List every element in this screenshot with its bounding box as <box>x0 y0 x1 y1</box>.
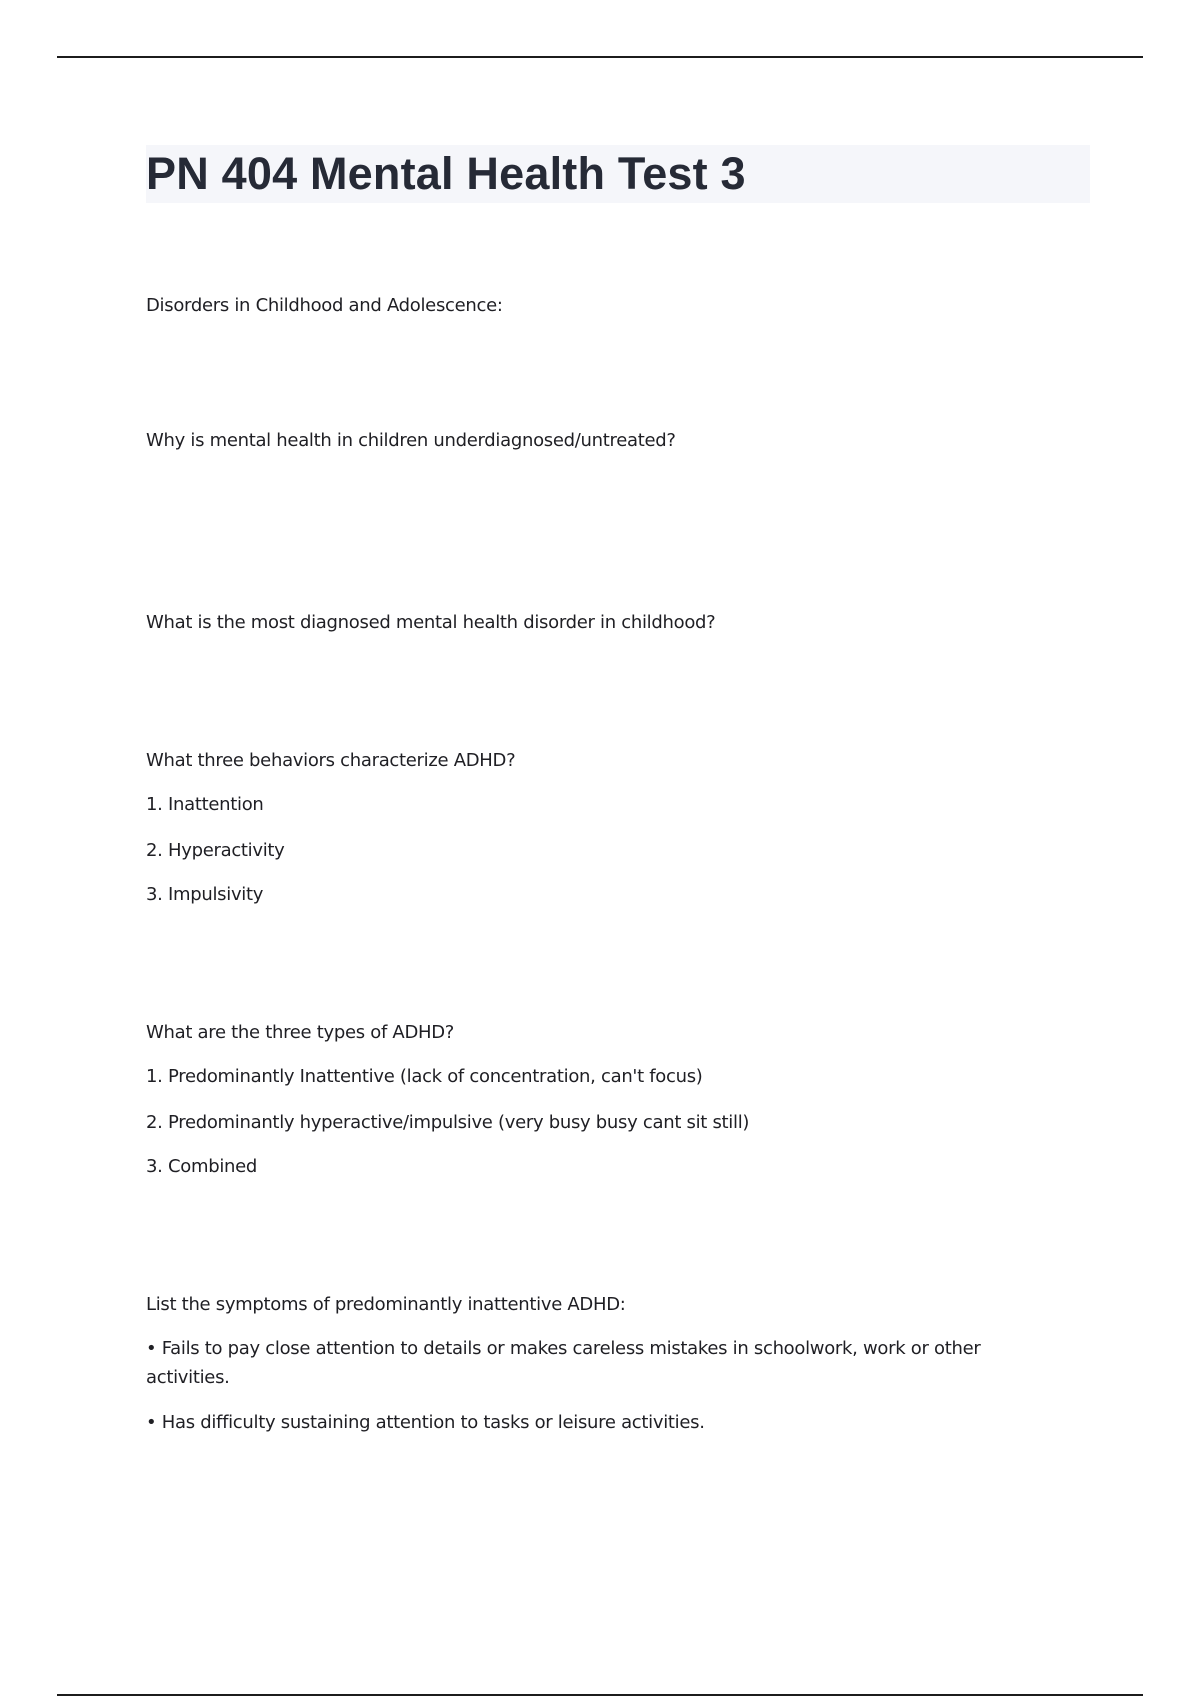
answer-5-1: • Fails to pay close attention to details or makes careless mistakes in schoolwork, work or other activities. <box>146 1338 981 1388</box>
question-4: What are the three types of ADHD? <box>146 1022 455 1043</box>
answer-3-1: 1. Inattention <box>146 794 264 815</box>
question-3: What three behaviors characterize ADHD? <box>146 750 516 771</box>
answer-3-2: 2. Hyperactivity <box>146 840 285 861</box>
bottom-divider <box>57 1694 1143 1696</box>
answer-3-3: 3. Impulsivity <box>146 884 264 905</box>
answer-5-2: • Has difficulty sustaining attention to tasks or leisure activities. <box>146 1412 705 1433</box>
question-1: Why is mental health in children underdiagnosed/untreated? <box>146 430 676 451</box>
question-5: List the symptoms of predominantly inattentive ADHD: <box>146 1294 626 1315</box>
answer-4-2: 2. Predominantly hyperactive/impulsive (very busy busy cant sit still) <box>146 1112 750 1133</box>
question-2: What is the most diagnosed mental health disorder in childhood? <box>146 612 716 633</box>
document-title: PN 404 Mental Health Test 3 <box>146 148 746 199</box>
top-divider <box>57 56 1143 58</box>
answer-4-3: 3. Combined <box>146 1156 258 1177</box>
section-heading: Disorders in Childhood and Adolescence: <box>146 295 503 316</box>
answer-4-1: 1. Predominantly Inattentive (lack of concentration, can't focus) <box>146 1066 703 1087</box>
